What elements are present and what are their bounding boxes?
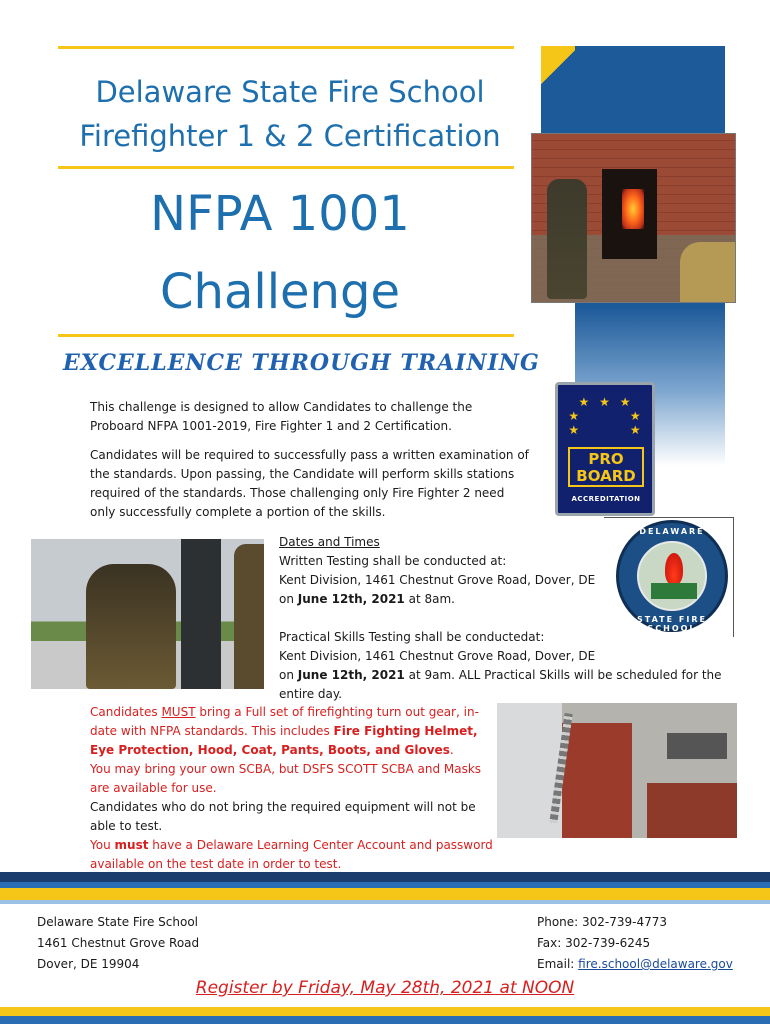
bottom-stripe-blue — [0, 1016, 770, 1024]
lower-yellow-rule — [58, 334, 514, 337]
gear-requirement: Candidates MUST bring a Full set of firefighting turn out gear, in-date with NFPA standards. This includes Fire Fighting Helmet, Eye Protection, Hood, Coat, Pants, Boots, and Gloves. — [90, 705, 479, 757]
photo-firefighter — [547, 179, 587, 299]
middle-yellow-rule — [58, 166, 514, 169]
written-testing-line: Written Testing shall be conducted at: — [279, 554, 507, 568]
proboard-accreditation: ACCREDITATION — [571, 495, 641, 503]
email-line: Email: fire.school@delaware.gov — [537, 957, 733, 971]
firefighter-gear-photo — [31, 539, 264, 689]
proboard-wordmark: PRO BOARD — [568, 447, 644, 487]
org-name: Delaware State Fire School — [37, 915, 198, 929]
no-equipment-note: Candidates who do not bring the required equipment will not be able to test. — [90, 800, 476, 833]
firefighter-training-photo — [531, 133, 736, 303]
bottom-stripe-yellow — [0, 1007, 770, 1016]
photo-window — [667, 733, 727, 759]
footer-stripe-yellow — [0, 888, 770, 900]
written-testing-date: on June 12th, 2021 at 8am. — [279, 592, 455, 606]
photo-firefighter — [86, 564, 176, 689]
seal-top-text: DELAWARE — [639, 527, 705, 536]
photo-firefighter — [234, 544, 264, 689]
address-block — [37, 912, 199, 975]
scba-note: You may bring your own SCBA, but DSFS SCOTT SCBA and Masks are available for use. — [90, 762, 482, 795]
photo-brick-wall — [562, 723, 632, 838]
top-yellow-rule — [58, 46, 514, 49]
schedule-section — [279, 533, 724, 704]
written-testing-location: Kent Division, 1461 Chestnut Grove Road, Dover, DE — [279, 573, 596, 587]
photo-flames — [622, 189, 644, 229]
practical-testing-date: on June 12th, 2021 at 9am. ALL Practical Skills will be scheduled for the entire day. — [279, 668, 722, 701]
photo-brick-wall — [647, 783, 737, 838]
phone-number: Phone: 302-739-4773 — [537, 915, 668, 929]
certification-name: Firefighter 1 & 2 Certification — [79, 119, 501, 153]
city-state-zip: Dover, DE 19904 — [37, 957, 140, 971]
proboard-logo — [555, 382, 655, 516]
school-title — [70, 70, 510, 158]
email-link[interactable]: fire.school@delaware.gov — [578, 957, 733, 971]
intro-paragraph-2: Candidates will be required to successfully pass a written examination of the standards. Upon passing, the Candidate will perform skills stations required of the standards. Those challenging only Fire Fighter 2 need only successfully complete a portion of the skills. — [90, 448, 529, 519]
tagline: EXCELLENCE THROUGH TRAINING — [63, 350, 540, 376]
intro-paragraph-1: This challenge is designed to allow Candidates to challenge the Proboard NFPA 1001-2019, Fire Fighter 1 and 2 Certification. — [90, 400, 473, 433]
street-address: 1461 Chestnut Grove Road — [37, 936, 200, 950]
footer-stripe-light — [0, 900, 770, 904]
title-line-1: NFPA 1001 — [150, 186, 410, 242]
registration-deadline: Register by Friday, May 28th, 2021 at NOON — [195, 978, 575, 998]
school-name: Delaware State Fire School — [95, 75, 485, 109]
practical-testing-line: Practical Skills Testing shall be conductedat: — [279, 630, 545, 644]
requirements-section — [90, 703, 495, 874]
seal-bottom-text: STATE FIRE SCHOOL — [637, 615, 707, 633]
challenge-title — [60, 175, 500, 331]
band-left-tab — [541, 88, 575, 136]
star-ring-icon: ★ ★ ★ ★ ★ ★ ★ — [568, 395, 644, 437]
fax-number: Fax: 302-739-6245 — [537, 936, 651, 950]
photo-hay-bale — [680, 242, 735, 302]
title-line-2: Challenge — [160, 264, 400, 320]
band-corner-accent — [541, 46, 575, 88]
account-requirement: You must have a Delaware Learning Center Account and password available on the test date in order to test. — [90, 838, 493, 871]
schedule-heading: Dates and Times — [279, 535, 380, 549]
contact-block — [537, 912, 733, 975]
training-tower-photo — [497, 703, 737, 838]
photo-structure — [181, 539, 221, 689]
practical-testing-location: Kent Division, 1461 Chestnut Grove Road, Dover, DE — [279, 649, 596, 663]
footer-stripe-navy — [0, 872, 770, 882]
